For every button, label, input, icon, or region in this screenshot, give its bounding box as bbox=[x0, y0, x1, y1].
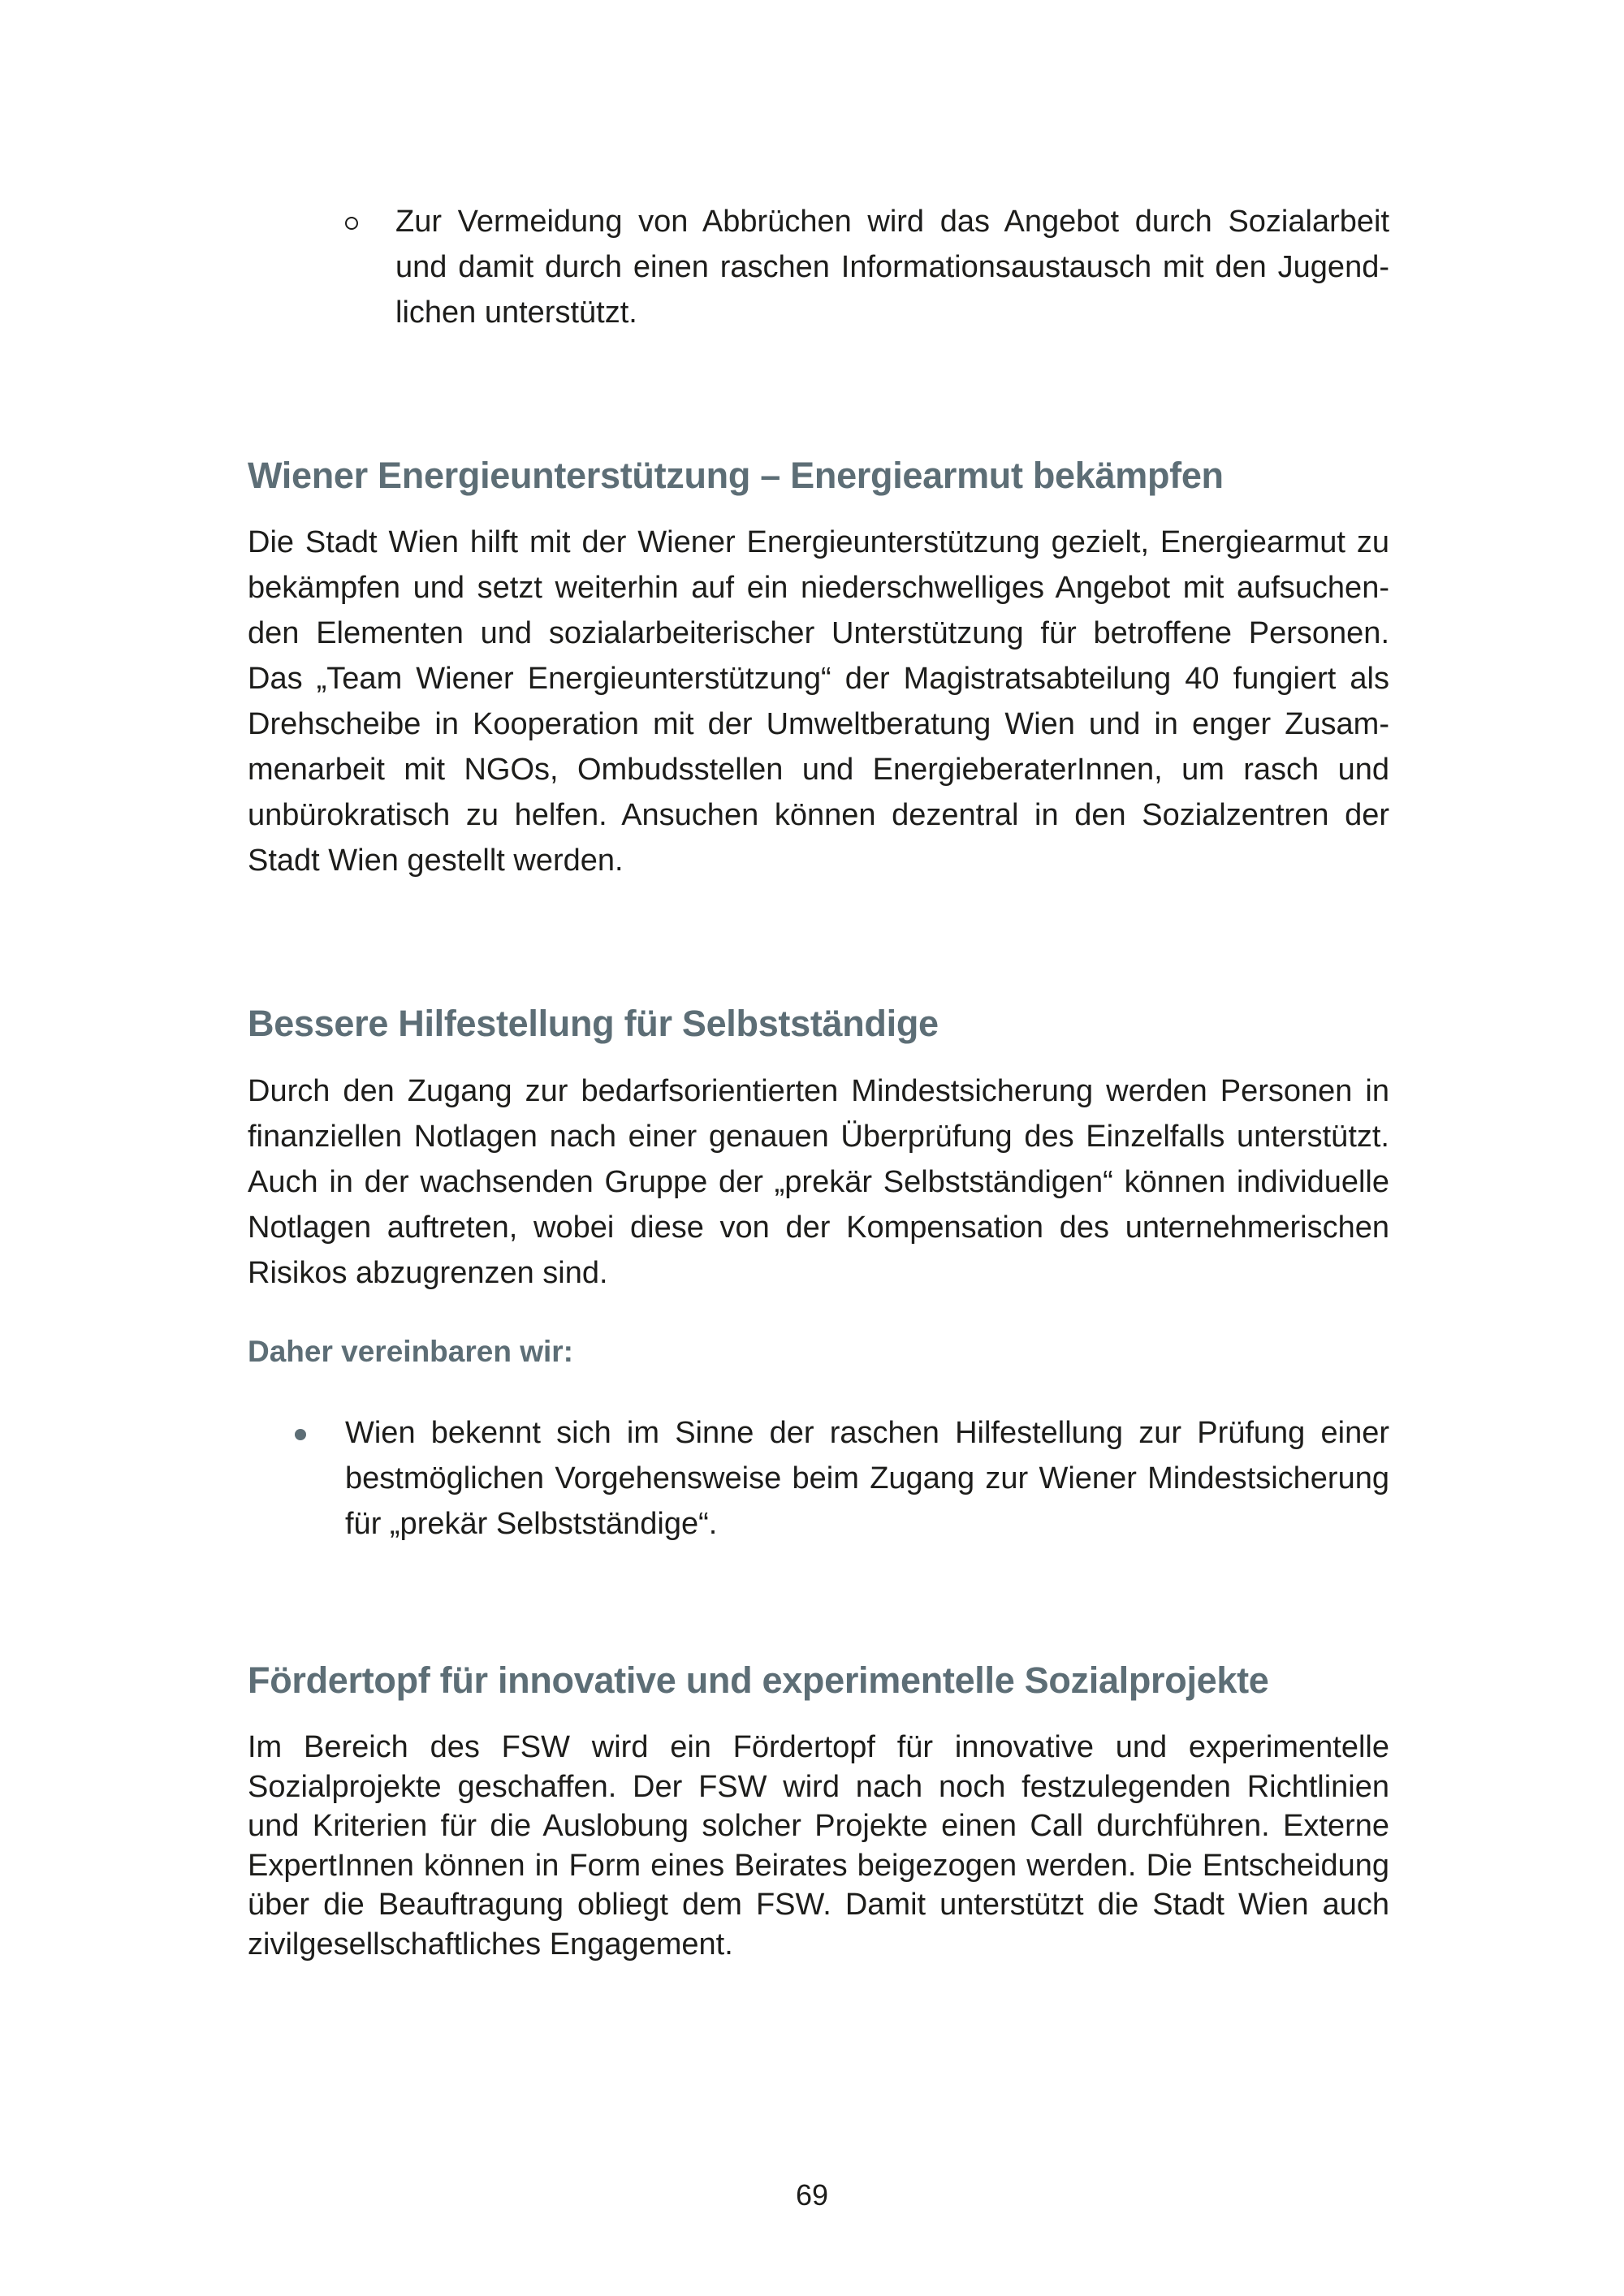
energy-section-heading: Wiener Energieunterstützung – Energiearmut bekämpfen bbox=[248, 455, 1224, 496]
selfemployed-bullet-text: Wien bekennt sich im Sinne der raschen Hilfestellung zur Prüfung einer bestmöglichen Vorgehensweise beim Zugang zur Wiener Mindestsicherung für „prekär Selbstständige“. bbox=[345, 1416, 1389, 1541]
fund-section-heading: Fördertopf für innovative und experimentelle Sozialprojekte bbox=[248, 1659, 1269, 1701]
selfemployed-section-heading: Bessere Hilfestellung für Selbstständige bbox=[248, 1003, 939, 1044]
selfemployed-section-paragraph: Durch den Zugang zur bedarfsorientierten Mindestsicherung werden Personen in finanziellen Notlagen nach einer genauen Überprüfung des Einzelfalls unterstützt. Auch in der wachsenden Gruppe der „prekär Selbstständigen“ können individuelle Notlagen auftreten, wobei diese von der Kompensation des unternehmerischen Risikos abzugrenzen sind. bbox=[248, 1074, 1389, 1290]
page-number: 69 bbox=[795, 2178, 829, 2212]
agreement-subheading: Daher vereinbaren wir: bbox=[248, 1335, 573, 1368]
document-page bbox=[248, 0, 1389, 2296]
bullet-dot-icon bbox=[295, 1410, 306, 1456]
intro-list-item bbox=[345, 199, 1389, 337]
energy-section-paragraph: Die Stadt Wien hilft mit der Wiener Energieunterstützung gezielt, Energiearmut zu bekämpfen und setzt weiterhin auf ein niederschwelliges Angebot mit aufsuchenden Elementen und sozialarbeiterischer Unterstützung für betroffene Personen. Das „Team Wiener Energieunterstützung“ der Magistratsabteilung 40 fungiert als Drehscheibe in Kooperation mit der Umweltberatung Wien und in enger Zusammenarbeit mit NGOs, Ombudsstellen und EnergieberaterInnen, um rasch und unbürokratisch zu helfen. Ansuchen können dezentral in den Sozialzentren der Stadt Wien gestellt werden. bbox=[248, 525, 1389, 878]
fund-section-paragraph: Im Bereich des FSW wird ein Fördertopf für innovative und experimentelle Sozialprojekte geschaffen. Der FSW wird nach noch festzulegenden Richtlinien und Kriterien für die Auslobung solcher Projekte einen Call durchführen. Externe ExpertInnen können in Form eines Beirates beigezogen werden. Die Entscheidung über die Beauftragung obliegt dem FSW. Damit unterstützt die Stadt Wien auch zivilgesellschaftliches Engagement. bbox=[248, 1730, 1389, 1962]
intro-list-item-text: Zur Vermeidung von Abbrüchen wird das Angebot durch Sozialarbeit und damit durch einen raschen Informationsaustausch mit den Jugendlichen unterstützt. bbox=[395, 205, 1389, 330]
circle-bullet-icon bbox=[345, 199, 358, 245]
selfemployed-bullet-item bbox=[295, 1410, 1389, 1548]
